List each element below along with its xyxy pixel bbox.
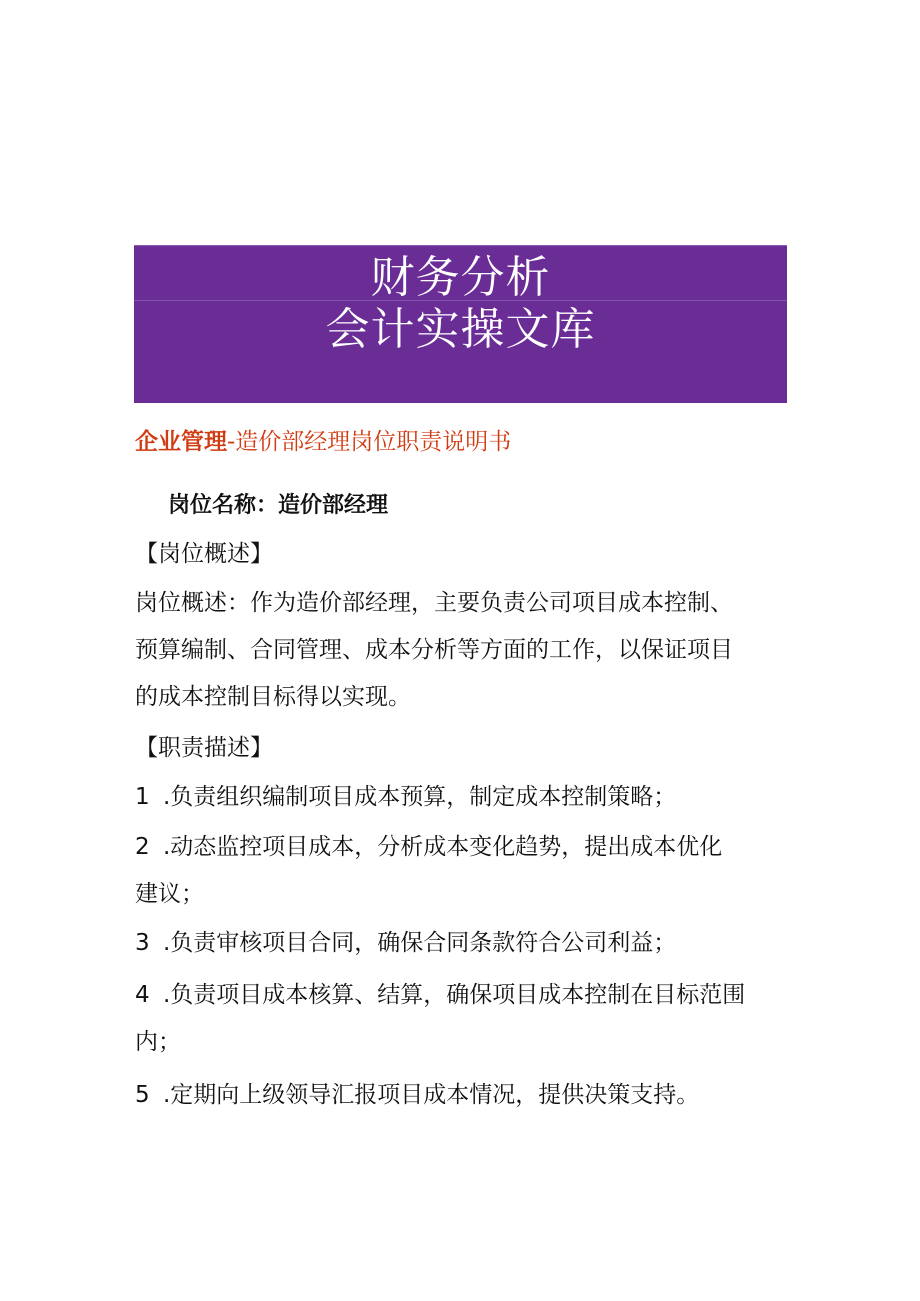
document-title-prefix: 企业管理 bbox=[135, 429, 227, 455]
duty-text: .负责项目成本核算、结算，确保项目成本控制在目标范围 bbox=[163, 982, 746, 1008]
duty-text: .定期向上级领导汇报项目成本情况，提供决策支持。 bbox=[163, 1082, 700, 1108]
banner-title-line-1: 财务分析 bbox=[370, 252, 551, 303]
duty-number: 1 bbox=[135, 784, 150, 810]
overview-heading: 【岗位概述】 bbox=[135, 541, 273, 567]
overview-line-3: 的成本控制目标得以实现。 bbox=[135, 684, 411, 710]
duty-text: .负责审核项目合同，确保合同条款符合公司利益； bbox=[163, 930, 677, 956]
duty-text: .负责组织编制项目成本预算，制定成本控制策略； bbox=[163, 784, 677, 810]
duty-item-1 bbox=[135, 774, 790, 821]
duty-number: 3 bbox=[135, 930, 150, 956]
position-name: 岗位名称：造价部经理 bbox=[168, 493, 389, 518]
duties-heading: 【职责描述】 bbox=[135, 735, 273, 761]
duty-text-continued: 建议； bbox=[135, 881, 204, 907]
duty-item-4 bbox=[135, 972, 790, 1066]
duty-item-5 bbox=[135, 1072, 790, 1119]
overview-paragraph bbox=[135, 580, 790, 721]
duty-text: .动态监控项目成本，分析成本变化趋势，提出成本优化 bbox=[163, 834, 723, 860]
duty-number: 5 bbox=[135, 1082, 150, 1108]
overview-line-2: 预算编制、合同管理、成本分析等方面的工作，以保证项目 bbox=[135, 637, 733, 663]
duty-item-3 bbox=[135, 920, 790, 967]
banner-title-line-2: 会计实操文库 bbox=[325, 304, 596, 355]
document-title bbox=[135, 426, 511, 458]
duty-item-2 bbox=[135, 824, 790, 918]
overview-line-1: 岗位概述：作为造价部经理，主要负责公司项目成本控制、 bbox=[135, 590, 733, 616]
document-title-rest: -造价部经理岗位职责说明书 bbox=[227, 429, 512, 455]
duty-number: 4 bbox=[135, 982, 150, 1008]
duty-text-continued: 内； bbox=[135, 1029, 181, 1055]
duty-number: 2 bbox=[135, 834, 150, 860]
header-banner bbox=[134, 245, 787, 403]
